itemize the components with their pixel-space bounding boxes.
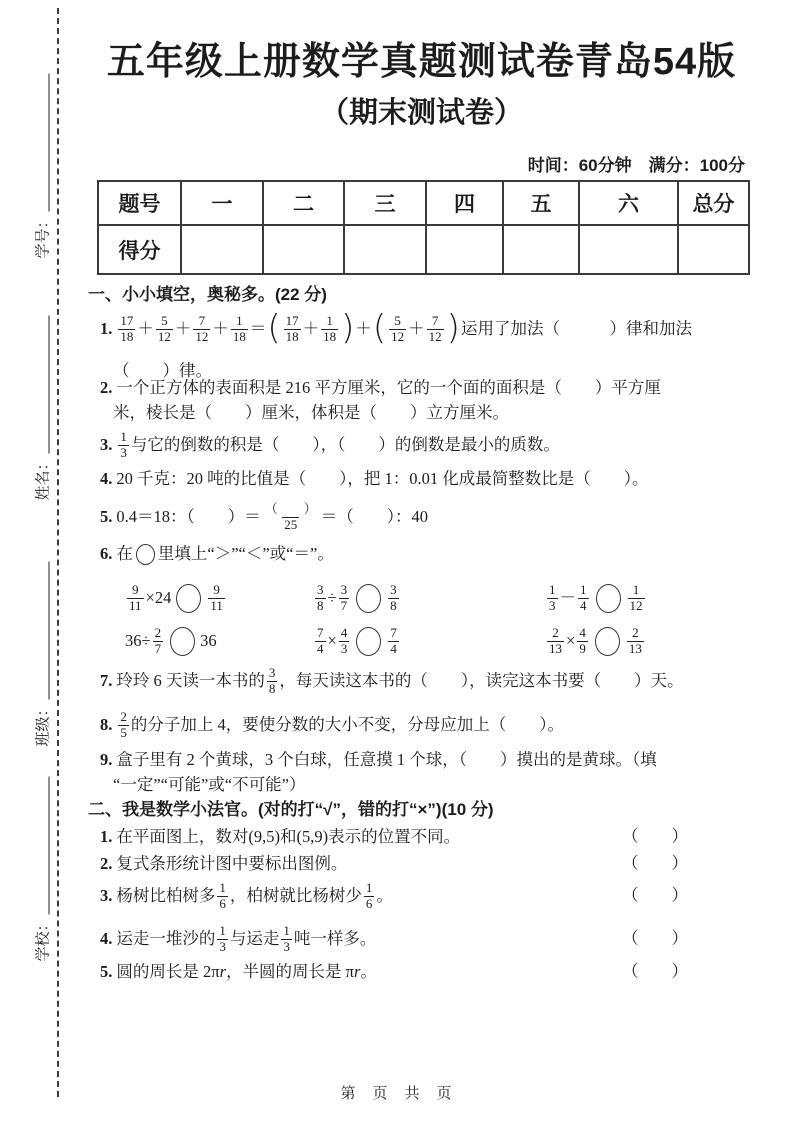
denominator: 11 xyxy=(129,597,142,613)
text-run: ，半圆的周长是 π xyxy=(226,961,354,981)
text-run: 与运走 xyxy=(229,928,280,948)
fraction xyxy=(388,626,399,657)
question-text xyxy=(100,924,376,955)
score-row-label: 得分 xyxy=(98,225,181,274)
text-run: ×24 xyxy=(145,587,172,607)
text-run: “一定”“可能”或“不可能”） xyxy=(113,774,306,794)
comparison-circle-icon xyxy=(170,627,195,656)
numerator: 17 xyxy=(120,312,134,328)
denominator: 13 xyxy=(628,640,642,656)
question-line xyxy=(100,749,657,771)
score-cell xyxy=(344,225,426,274)
fraction xyxy=(339,626,350,657)
denominator: 8 xyxy=(390,597,397,613)
denominator: 3 xyxy=(549,597,556,613)
numerator: 3 xyxy=(390,581,397,597)
denominator: 18 xyxy=(120,328,134,344)
numerator: 1 xyxy=(219,922,226,938)
fraction xyxy=(364,881,375,912)
tall-paren: ( xyxy=(372,308,387,348)
italic-text: r xyxy=(219,961,227,981)
question-number: 2. xyxy=(100,853,113,873)
numerator: 1 xyxy=(120,428,127,444)
question-number: 8. xyxy=(100,714,113,734)
text-run: ÷ xyxy=(327,587,337,607)
exam-info: 时间：60分钟 满分：100分 xyxy=(527,156,745,175)
fraction xyxy=(578,583,589,614)
fraction xyxy=(208,583,225,614)
italic-text: r xyxy=(353,961,361,981)
numerator: 1 xyxy=(283,922,290,938)
score-cell xyxy=(426,225,503,274)
denominator: 11 xyxy=(210,597,223,613)
question-line xyxy=(100,826,748,848)
field-label: 学校： xyxy=(35,916,52,962)
column-header: 三 xyxy=(344,181,426,225)
fraction xyxy=(389,314,406,345)
text-run: 。 xyxy=(376,885,393,905)
denominator: 12 xyxy=(428,328,442,344)
answer-bracket: （ ） xyxy=(622,961,688,981)
compare-item xyxy=(545,576,647,620)
column-header: 总分 xyxy=(678,181,749,225)
fraction xyxy=(427,314,444,345)
text-run: 36 xyxy=(200,630,217,650)
denominator: 3 xyxy=(120,444,127,460)
question-line xyxy=(100,876,748,916)
sidebar-field-student-id xyxy=(29,74,53,259)
fraction xyxy=(267,666,278,697)
question-number: 3. xyxy=(100,434,113,454)
numerator: 1 xyxy=(365,879,373,895)
question-line xyxy=(113,402,509,424)
text-run: ，每天读这本书的（ ），读完这本书要（ ）天。 xyxy=(279,670,684,690)
question-line xyxy=(100,468,649,490)
comparison-circle-icon xyxy=(595,627,620,656)
tall-paren: ) xyxy=(341,308,355,348)
denominator: 3 xyxy=(283,938,290,954)
question-number: 5. xyxy=(100,961,113,981)
question-number: 9. xyxy=(100,749,113,769)
denominator: 12 xyxy=(195,328,209,344)
text-run: 的分子加上 4，要使分数的大小不变，分母应加上（ ）。 xyxy=(130,714,564,734)
score-table xyxy=(97,180,750,275)
numerator: 7 xyxy=(431,312,439,328)
question-text xyxy=(100,962,377,983)
question-number: 4. xyxy=(100,468,113,488)
score-cell xyxy=(181,225,263,274)
answer-bracket: （ ） xyxy=(622,853,688,873)
fraction xyxy=(315,626,326,657)
numerator: 1 xyxy=(549,581,556,597)
text-run: ＝ xyxy=(249,318,267,338)
numerator: 7 xyxy=(198,312,206,328)
score-cell xyxy=(263,225,344,274)
denominator: 6 xyxy=(365,895,373,911)
numerator: 1 xyxy=(236,312,243,328)
text-run: － xyxy=(559,587,576,607)
column-header: 六 xyxy=(579,181,678,225)
numerator: 9 xyxy=(213,581,220,597)
fraction xyxy=(547,583,558,614)
question-number: 1. xyxy=(100,318,113,338)
denominator: 4 xyxy=(390,640,397,656)
fraction xyxy=(263,502,319,533)
sidebar-field-name xyxy=(29,316,53,501)
question-text xyxy=(100,881,393,912)
question-number: 3. xyxy=(100,885,113,905)
denominator: 8 xyxy=(268,680,276,696)
fraction xyxy=(118,430,129,461)
blank-line xyxy=(49,74,50,212)
text-run: 运用了加法（ ）律和加法 xyxy=(460,318,692,338)
denominator: 9 xyxy=(579,640,586,656)
numerator: 4 xyxy=(579,624,586,640)
numerator: 3 xyxy=(340,581,348,597)
tall-paren: ) xyxy=(446,308,460,348)
denominator: 12 xyxy=(629,597,643,613)
field-label: 姓名： xyxy=(35,455,52,501)
field-label: 学号： xyxy=(35,213,52,259)
fraction xyxy=(153,626,164,657)
denominator: 18 xyxy=(285,328,299,344)
question-line xyxy=(113,774,305,796)
text-run: × xyxy=(327,630,337,650)
text-run: ＋ xyxy=(355,318,372,338)
fraction xyxy=(193,314,210,345)
denominator: 7 xyxy=(340,597,348,613)
question-line xyxy=(100,705,564,745)
numerator: 2 xyxy=(632,624,639,640)
sidebar-field-school xyxy=(29,777,53,962)
numerator: 1 xyxy=(632,581,640,597)
question-line xyxy=(100,661,684,701)
section2-header: 二、我是数学小法官。(对的打“√”，错的打“×”)(10 分) xyxy=(88,800,494,820)
compare-item xyxy=(545,618,646,664)
question-line xyxy=(100,425,560,465)
denominator: 7 xyxy=(154,640,162,656)
comparison-circle-icon xyxy=(136,544,155,565)
denominator: 18 xyxy=(323,328,337,344)
compare-item xyxy=(125,618,217,664)
compare-item xyxy=(313,618,401,664)
comparison-circle-icon xyxy=(356,627,381,656)
text-run: 玲玲 6 天读一本书的 xyxy=(116,670,265,690)
numerator: 7 xyxy=(390,624,397,640)
numerator: 1 xyxy=(326,312,333,328)
numerator: （ ） xyxy=(264,500,317,516)
comparison-circle-icon xyxy=(356,584,381,613)
question-number: 5. xyxy=(100,506,113,526)
denominator: 4 xyxy=(317,640,324,656)
text-run: ＝（ ）：40 xyxy=(320,506,429,526)
question-line xyxy=(100,305,692,353)
text-run: （ ）律。 xyxy=(113,360,212,380)
fraction xyxy=(627,626,644,657)
fraction xyxy=(127,583,144,614)
text-run: 米，棱长是（ ）厘米，体积是（ ）立方厘米。 xyxy=(113,402,509,422)
numerator: 2 xyxy=(154,624,162,640)
sidebar-field-class xyxy=(29,562,53,747)
question-line xyxy=(100,853,748,875)
text-run: 一个正方体的表面积是 216 平方厘米，它的一个面的面积是（ ）平方厘 xyxy=(116,377,661,397)
score-cell xyxy=(503,225,579,274)
fraction xyxy=(156,314,173,345)
blank-line xyxy=(49,562,50,700)
question-number: 7. xyxy=(100,670,113,690)
fraction xyxy=(217,924,228,955)
fraction xyxy=(217,881,228,912)
numerator: 9 xyxy=(132,581,139,597)
section1-header: 一、小小填空，奥秘多。(22 分) xyxy=(88,285,327,305)
numerator: 2 xyxy=(552,624,559,640)
paper-title: 五年级上册数学真题测试卷青岛54版 xyxy=(106,41,737,83)
fraction xyxy=(577,626,588,657)
question-line xyxy=(100,918,748,960)
compare-item xyxy=(125,576,227,620)
score-cell xyxy=(579,225,678,274)
fraction xyxy=(388,583,399,614)
table-corner-label: 题号 xyxy=(98,181,181,225)
fraction xyxy=(321,314,338,345)
text-run: 圆的周长是 2π xyxy=(116,961,220,981)
denominator: 12 xyxy=(157,328,171,344)
text-run: 0.4＝18：（ ）＝ xyxy=(116,506,261,526)
text-run: 36÷ xyxy=(125,630,151,650)
text-run: × xyxy=(566,630,576,650)
column-header: 四 xyxy=(426,181,503,225)
text-run: ＋ xyxy=(174,318,192,338)
numerator: 7 xyxy=(317,624,324,640)
answer-bracket: （ ） xyxy=(622,885,688,905)
blank-line xyxy=(49,777,50,915)
field-label: 班级： xyxy=(35,701,52,747)
text-run: 在 xyxy=(116,543,133,563)
denominator: 13 xyxy=(549,640,562,656)
denominator: 3 xyxy=(219,938,226,954)
numerator: 1 xyxy=(219,879,226,895)
column-header: 五 xyxy=(503,181,579,225)
denominator: 4 xyxy=(580,597,587,613)
denominator: 8 xyxy=(317,597,324,613)
denominator: 5 xyxy=(120,724,127,740)
answer-bracket: （ ） xyxy=(622,928,688,948)
numerator: 5 xyxy=(394,312,401,328)
fraction xyxy=(547,626,564,657)
text-run: 吨一样多。 xyxy=(293,928,377,948)
question-text xyxy=(100,827,460,848)
question-number: 4. xyxy=(100,928,113,948)
fraction xyxy=(118,314,135,345)
numerator: 2 xyxy=(120,708,127,724)
text-run: 运走一堆沙的 xyxy=(116,928,216,948)
question-text xyxy=(100,854,347,875)
paper-subtitle: （期末测试卷） xyxy=(319,97,523,129)
denominator: 3 xyxy=(340,640,348,656)
question-line xyxy=(100,377,661,399)
tall-paren: ( xyxy=(267,308,281,348)
fraction xyxy=(281,924,292,955)
fraction xyxy=(339,583,350,614)
score-cell xyxy=(678,225,749,274)
comparison-circle-icon xyxy=(176,584,201,613)
text-run: 杨树比柏树多 xyxy=(116,885,216,905)
denominator: 6 xyxy=(219,895,226,911)
text-run: 盒子里有 2 个黄球，3 个白球，任意摸 1 个球，（ ）摸出的是黄球。（填 xyxy=(116,749,657,769)
question-number: 6. xyxy=(100,543,113,563)
fraction xyxy=(284,314,301,345)
text-run: 20 千克：20 吨的比值是（ ），把 1：0.01 化成最简整数比是（ ）。 xyxy=(116,468,649,488)
question-number: 1. xyxy=(100,826,113,846)
numerator: 17 xyxy=(285,312,299,328)
question-line xyxy=(100,961,748,983)
column-header: 二 xyxy=(263,181,344,225)
text-run: ＋ xyxy=(137,318,154,338)
fraction xyxy=(628,583,645,614)
fraction xyxy=(231,314,248,345)
question-number: 2. xyxy=(100,377,113,397)
text-run: 在平面图上，数对(9,5)和(5,9)表示的位置不同。 xyxy=(116,826,461,846)
question-line xyxy=(100,541,334,567)
compare-item xyxy=(313,576,401,620)
column-header: 一 xyxy=(181,181,263,225)
text-run: ＋ xyxy=(302,318,320,338)
numerator: 3 xyxy=(268,664,276,680)
answer-bracket: （ ） xyxy=(622,826,688,846)
numerator: 3 xyxy=(317,581,324,597)
numerator: 1 xyxy=(580,581,587,597)
text-run: 复式条形统计图中要标出图例。 xyxy=(116,853,348,873)
blank-line xyxy=(49,316,50,454)
numerator: 4 xyxy=(340,624,348,640)
question-line xyxy=(100,494,428,540)
text-run: 。 xyxy=(360,961,377,981)
text-run: 与它的倒数的积是（ ），（ ）的倒数是最小的质数。 xyxy=(130,434,560,454)
denominator: 12 xyxy=(391,328,405,344)
text-run: ＋ xyxy=(212,318,229,338)
binding-dashed-line xyxy=(57,8,59,1097)
fraction xyxy=(118,710,129,741)
denominator: 18 xyxy=(232,328,246,344)
numerator: 5 xyxy=(161,312,168,328)
text-run: 里填上“＞”“＜”或“＝”。 xyxy=(157,543,334,563)
denominator: 25 xyxy=(284,516,298,532)
text-run: ＋ xyxy=(408,318,425,338)
fraction xyxy=(315,583,326,614)
text-run: ，柏树就比杨树少 xyxy=(229,885,362,905)
page-footer: 第 页 共 页 xyxy=(340,1086,453,1102)
comparison-circle-icon xyxy=(596,584,621,613)
